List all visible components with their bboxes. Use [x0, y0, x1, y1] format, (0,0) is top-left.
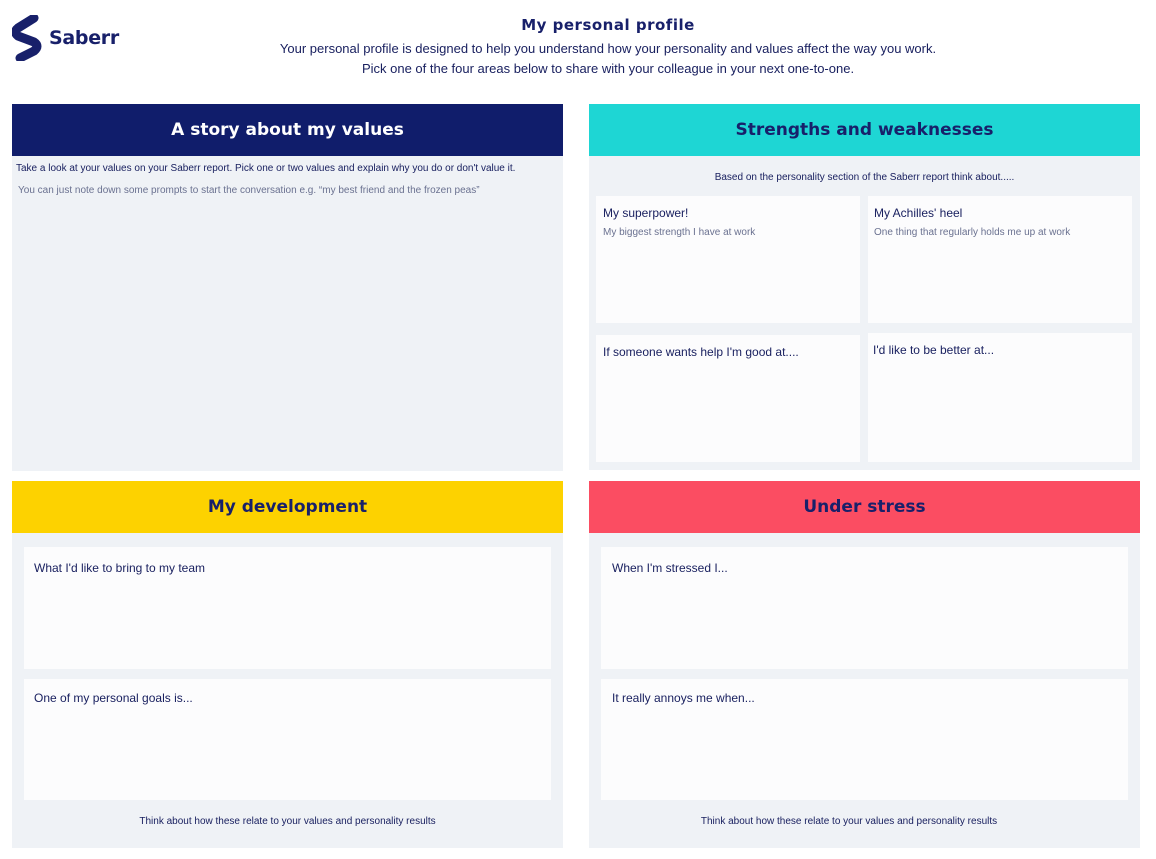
saberr-s-icon	[12, 15, 42, 61]
page-title: My personal profile	[521, 16, 695, 34]
card-subtitle: One thing that regularly holds me up at work	[874, 227, 1071, 238]
values-heading: A story about my values	[12, 104, 563, 156]
stress-footer: Think about how these relate to your values and personality results	[700, 816, 998, 827]
achilles-heel-card[interactable]	[868, 196, 1132, 323]
when-stressed-card[interactable]	[601, 547, 1128, 669]
card-title: When I'm stressed I...	[612, 561, 728, 575]
stress-heading: Under stress	[589, 481, 1140, 533]
page-subtitle-1: Your personal profile is designed to help you understand how your personality and values affect the way you work.	[279, 41, 937, 56]
annoys-me-card[interactable]	[601, 679, 1128, 800]
page-subtitle-2: Pick one of the four areas below to share with your colleague in your next one-to-one.	[361, 61, 855, 76]
card-title: One of my personal goals is...	[34, 691, 193, 705]
values-panel	[12, 104, 563, 471]
values-hint[interactable]: You can just note down some prompts to start the conversation e.g. “my best friend and the frozen peas”	[18, 185, 480, 196]
card-title: What I'd like to bring to my team	[34, 561, 206, 575]
bring-to-team-card[interactable]	[24, 547, 551, 669]
card-title: If someone wants help I'm good at....	[603, 345, 799, 359]
card-title: I'd like to be better at...	[873, 343, 995, 357]
card-title: It really annoys me when...	[612, 691, 755, 705]
strengths-intro: Based on the personality section of the Saberr report think about.....	[714, 172, 1015, 183]
development-panel	[12, 481, 563, 848]
superpower-card[interactable]	[596, 196, 860, 323]
brand-name: Saberr	[49, 27, 119, 49]
development-heading: My development	[12, 481, 563, 533]
saberr-logo	[12, 15, 119, 61]
better-at-card[interactable]	[868, 333, 1132, 462]
values-instruction: Take a look at your values on your Saberr report. Pick one or two values and explain why you do or don't value it.	[16, 163, 516, 174]
stress-panel	[589, 481, 1140, 848]
strengths-heading: Strengths and weaknesses	[589, 104, 1140, 156]
card-subtitle: My biggest strength I have at work	[603, 227, 756, 238]
development-footer: Think about how these relate to your values and personality results	[139, 816, 436, 827]
good-at-card[interactable]	[596, 335, 860, 462]
card-title: My superpower!	[603, 206, 689, 220]
card-title: My Achilles' heel	[874, 206, 963, 220]
strengths-panel	[589, 104, 1140, 470]
page-header	[200, 16, 1016, 79]
personal-goals-card[interactable]	[24, 679, 551, 800]
